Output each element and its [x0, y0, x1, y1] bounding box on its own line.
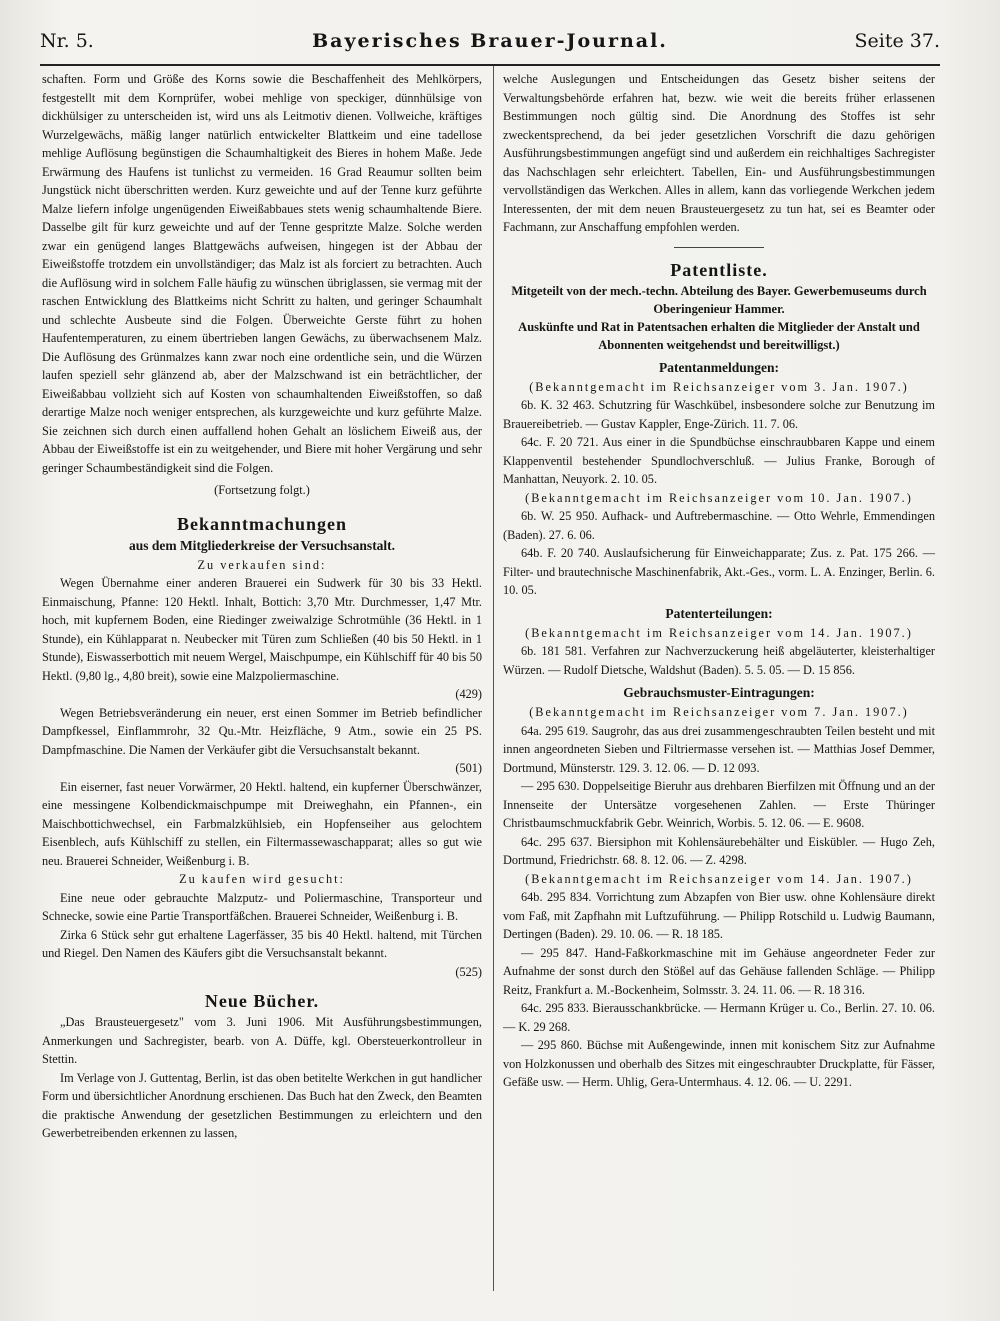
publication-date: (Bekanntgemacht im Reichsanzeiger vom 3. Jan. 1907.) [529, 379, 909, 394]
patent-entry: — 295 860. Büchse mit Außengewinde, innen mit konischem Sitz zur Aufnahme von Holzkonussen und oberhalb des Sitzes mit eingeschraubter Druckplatte, für Fässer, Gefäße usw. — Herm. Uhlig, Gera-Untermhaus. 4. 12. 06. — U. 2291. [503, 1038, 935, 1089]
patent-entry: 64a. 295 619. Saugrohr, das aus drei zusammengeschraubten Teilen besteht und mit innen angeordneten Sieben und Filtriermasse versehen ist. — Matthias Josef Demmer, Dortmund, Münsterstr. 129. 3. 12. 06. — D. 12 093. [503, 723, 935, 775]
ad-429: Wegen Übernahme einer anderen Brauerei ein Sudwerk für 30 bis 33 Hektl. Einmaischung, Pfanne: 120 Hektl. Inhalt, Bottich: 3,70 Mtr. Durchmesser, 1,47 Mtr. hoch, mit kupfernem Boden, eine Riedinger zweiwalzige Schrotmühle (36 Hektl. in 1 Stunde), ein Kühlapparat n. Neubecker mit Türen zum Schließen (40 bis 50 Hektl. in 1 Stunde), Eiswasserbottich mit neuem Wergel, Maischpumpe, ein Kühlschiff für 40 bis 50 Hektl. (9,80 lg., 4,80 breit), sowie eine Malzpoliermaschine. (429) [42, 574, 482, 704]
for-sale-heading: Zu verkaufen sind: [197, 557, 327, 572]
ad-wanted: Eine neue oder gebrauchte Malzputz- und Poliermaschine, Transporteur und Schnecke, sowie eine Partie Transportfäßchen. Brauerei Schneider, Weißenburg i. B. [42, 890, 482, 923]
publication-date: (Bekanntgemacht im Reichsanzeiger vom 14. Jan. 1907.) [525, 625, 913, 640]
continued-note: (Fortsetzung folgt.) [214, 483, 310, 497]
patent-entry: — 295 630. Doppelseitige Bieruhr aus drehbaren Bierfilzen mit Öffnung und an der Innenseite der Untersätze vorgesehenen Zahlen. — Erste Thüringer Christbaumschmuckfabrik Gebr. Weinrich, Worbis. 5. 12. 06. — E. 9608. [503, 779, 935, 830]
new-books-section [42, 989, 482, 1143]
patent-list-source: Mitgeteilt von der mech.-techn. Abteilung des Bayer. Gewerbemuseums durch Oberingenieur Hammer. [511, 283, 927, 316]
patent-entry: 6b. W. 25 950. Aufhack- und Auftrebermaschine. — Otto Wehrle, Emmendingen (Baden). 27. 6. 06. [503, 509, 935, 542]
ad-kessel: Ein eiserner, fast neuer Vorwärmer, 20 Hektl. haltend, ein kupferner Überschwänzer, eine messingene Kolbendickmaischpumpe mit Dreiweghahn, ein Pfannen-, ein Maischbottichwechsel, ein Farbmalzkühlsieb, ein Hopfenseiher aus gelochtem Eisenblech, aufs Kühlschiff zu stellen, ein Filtermassewaschapparat; alles so gut wie neu. Brauerei Schneider, Weißenburg i. B. [42, 779, 482, 868]
grants-heading: Patenterteilungen: [665, 605, 773, 621]
applications-heading: Patentanmeldungen: [658, 359, 779, 375]
wanted-heading: Zu kaufen wird gesucht: [179, 872, 345, 886]
book-review: Im Verlage von J. Guttentag, Berlin, ist das oben betitelte Werkchen in gut handlicher Form und übersichtlicher Anordnung erschienen. Das Buch hat den Zweck, den Beamten die praktische Anwendung der gesetzlichen Bestimmungen zu erleichtern und den Gewerbetreibenden erkennen zu lassen, [42, 1070, 482, 1140]
utility-models-heading: Gebrauchsmuster-Eintragungen: [623, 685, 815, 700]
patent-list-section [503, 258, 935, 1092]
patent-entry: 64b. F. 20 740. Auslaufsicherung für Einweichapparate; Zus. z. Pat. 175 266. — Filter- und brautechnische Maschinenfabrik, Akt.-Ges., vorm. L. A. Enzinger, Berlin. 6. 10. 05. [503, 546, 935, 597]
ad-501: Wegen Betriebsveränderung ein neuer, erst einen Sommer im Betrieb befindlicher Dampfkessel, Einflammrohr, 32 Qu.-Mtr. Heizfläche, 9 Atm., sowie ein 25 PS. Dampfmaschine. Die Namen der Verkäufer gibt die Versuchsanstalt bekannt. (501) [42, 704, 482, 778]
patent-entry: 6b. K. 32 463. Schutzring für Waschkübel, insbesondere solche zur Benutzung im Brauereibetrieb. — Gustav Kappler, Enge-Zürich. 11. 7. 06. [503, 398, 935, 431]
header-rule [40, 64, 940, 66]
patent-list-info: Auskünfte und Rat in Patentsachen erhalten die Mitglieder der Anstalt und Abonnenten weitgehendst und bereitwilligst.) [518, 319, 920, 352]
publication-date: (Bekanntgemacht im Reichsanzeiger vom 10. Jan. 1907.) [525, 490, 913, 505]
patent-entry: 6b. 181 581. Verfahren zur Nachverzuckerung heiß abgeläuterter, kleisterhaltiger Würzen. — Rudolf Dietsche, Waldshut (Baden). 5. 5. 05. — D. 15 856. [503, 644, 935, 677]
patent-entry: 64c. 295 833. Bierausschankbrücke. — Hermann Krüger u. Co., Berlin. 27. 10. 06. — K. 29 268. [503, 1001, 935, 1034]
section-separator [674, 247, 764, 248]
right-column [503, 70, 935, 1092]
issue-number: Nr. 5. [40, 30, 94, 52]
announcements-subtitle: aus dem Mitgliederkreise der Versuchsanstalt. [128, 537, 396, 553]
book-title-entry: „Das Brausteuergesetz" vom 3. Juni 1906. Mit Ausführungsbestimmungen, Anmerkungen und Sachregister, bearb. von A. Düffe, kgl. Obersteuerkontrolleur in Stettin. [42, 1015, 482, 1066]
announcements-section [42, 512, 482, 982]
ad-number: (429) [455, 687, 482, 701]
article-continuation: schaften. Form und Größe des Korns sowie die Beschaffenheit des Mehlkörpers, festgestellt mit dem Kornprüfer, wobei mehlige von speckiger, dünnhülsige von dickhülsiger zu unterscheiden ist, wird uns als Leitmotiv dienen. Vollweiche, kräftiges Wurzelgewächs, mäßig langer natürlich entwickelter Blattkeim und eine tadellose mehlige Auflösung begünstigen die Schaumhaltigkeit des Bieres in hohem Maße. Jede Erwärmung des Haufens ist tunlichst zu vermeiden. 16 Grad Reaumur sollten beim Jungstück nicht überschritten werden. Kurz geweichte und auf der Tenne kurz geführte Malze liefern infolge ungenügenden Eiweißabbaues stets wenig schaumhaltende Biere. Dasselbe gilt für kurz geweichte und auf der Tenne gespritzte Malze. Solche werden zwar ein genügend langes Blattgewächs aufweisen, hingegen ist der Abbau der Eiweißstoffe trotzdem ein unvollständiger; das Malz ist als forciert zu betrachten. Auch die Auflösung wird in solchem Falle häufig zu wünschen übriglassen, sie vermag mit der raschen Entwicklung des Blattkeims nicht Schritt zu halten, und geringer Schaumhalt und schlechte Ausbeute sind die Folgen. Überweichte Gerste führt zu hohen Haufentemperaturen, zu einem übertrieben langen Gewächs, zu überwachsenem Malz. Die Auflösung des Grünmalzes kann zwar noch eine ordentliche sein, und die Würzen laufen speziell sehr glänzend ab, aber der Malzschwand ist ein beträchtlicher, der Eiweißabbau vollzieht sich auf Kosten von schaumhaltenden Eiweißstoffen, so daß derartige Malze noch weniger entsprechen, als kurzgeweichte und kurz geführte Malze. Sie zeichnen sich durch einen auffallend hohen Gehalt an löslichem Eiweiß aus, der Abbau der Eiweißstoffe ist ein zu weitgehender, und Biere mit hoher Vergärung und sehr geringer Schaumbeständigkeit sind die Folgen. [42, 72, 482, 475]
column-divider [493, 66, 494, 1291]
announcements-title: Bekanntmachungen [176, 513, 348, 534]
book-review-continued: welche Auslegungen und Entscheidungen das Gesetz bisher seitens der Verwaltungsbehörde erfahren hat, bezw. wie weit die bereits früher erlassenen Bestimmungen noch gültig sind. Die Anordnung des Stoffes ist sehr zweckentsprechend, da bei jeder gesetzlichen Vorschrift die dazu gehörigen Ausführungsbestimmungen angefügt sind und außerdem ein reichhaltiges Sachregister das Nachschlagen sehr erleichtert. Tabellen, Ein- und Ausführungsbestimmungen vervollständigen das Werkchen. Alles in allem, kann das vorliegende Werkchen jedem Interessenten, der mit dem neuen Brausteuergesetz zu tun hat, sei es Beamter oder Fachmann, zur Anschaffung empfohlen werden. [503, 72, 935, 234]
ad-525: Zirka 6 Stück sehr gut erhaltene Lagerfässer, 35 bis 40 Hektl. haltend, mit Türchen und Riegel. Den Namen des Käufers gibt die Versuchsanstalt bekannt. (525) [42, 926, 482, 982]
publication-date: (Bekanntgemacht im Reichsanzeiger vom 7. Jan. 1907.) [529, 705, 909, 719]
patent-entry: 64c. F. 20 721. Aus einer in die Spundbüchse einschraubbaren Kappe und einem Klappenventil bestehender Spundlochverschluß. — Julius Franke, Borough of Manhattan, Neuyork. 2. 10. 05. [503, 435, 935, 486]
page-header [40, 30, 940, 60]
ad-number: (501) [455, 761, 482, 775]
ad-number: (525) [455, 964, 482, 979]
left-column [42, 70, 482, 1143]
publication-date: (Bekanntgemacht im Reichsanzeiger vom 14. Jan. 1907.) [525, 871, 913, 886]
patent-entry: 64c. 295 637. Biersiphon mit Kohlensäurebehälter und Eiskübler. — Hugo Zeh, Dortmund, Friedrichstr. 68. 8. 12. 06. — Z. 4298. [503, 834, 935, 867]
new-books-title: Neue Bücher. [204, 991, 320, 1011]
page-number: Seite 37. [854, 30, 940, 52]
patent-entry: 64b. 295 834. Vorrichtung zum Abzapfen von Bier usw. ohne Kohlensäure direkt vom Faß, mit Zapfhahn mit Luftzuführung. — Philipp Rotschild u. Ludwig Baumann, Dertingen (Baden). 29. 10. 06. — R. 18 185. [503, 890, 935, 941]
patent-entry: — 295 847. Hand-Faßkorkmaschine mit im Gehäuse angeordneter Feder zur Aufnahme der sonst durch den Stößel auf das Gehäuse fallenden Schläge. — Philipp Reitz, Frankfurt a. M.-Bockenheim, Solmsstr. 3. 24. 11. 06. — R. 18 316. [503, 945, 935, 997]
journal-title: Bayerisches Brauer-Journal. [312, 30, 668, 52]
patent-list-title: Patentliste. [670, 259, 768, 280]
